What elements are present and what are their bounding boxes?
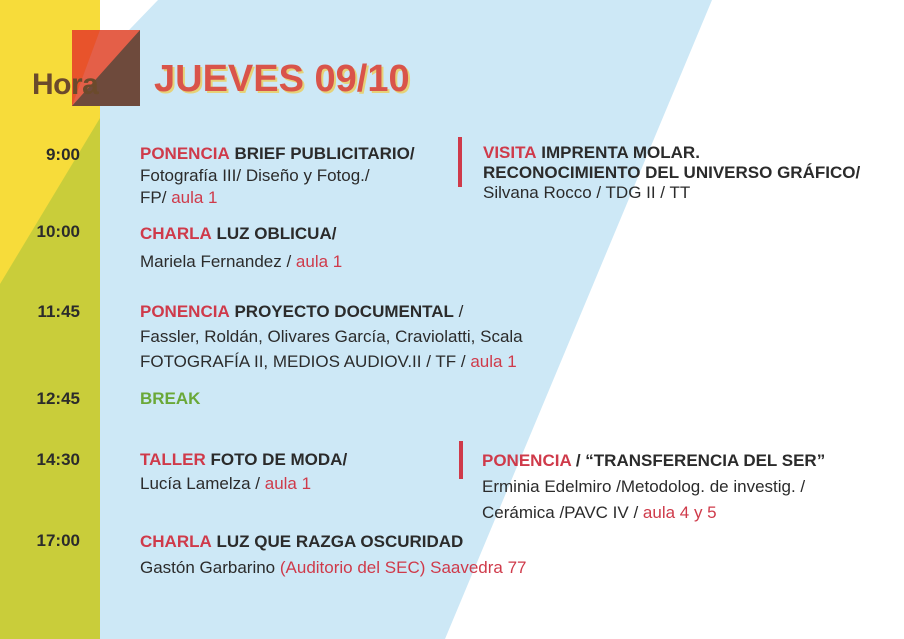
event-title: LUZ OBLICUA/ [216, 224, 337, 243]
page-title: JUEVES 09/10 [154, 58, 410, 100]
event-title: BRIEF PUBLICITARIO/ [234, 144, 415, 163]
event-title: PROYECTO DOCUMENTAL [234, 302, 454, 321]
event-kind: TALLER [140, 450, 206, 469]
time-slot: 12:45 [36, 389, 80, 408]
time-slot: 11:45 [37, 302, 80, 321]
event-transferencia-del-ser [482, 448, 825, 526]
event-detail: Fotografía III/ Diseño y Fotog./ [140, 166, 370, 185]
event-detail: Silvana Rocco / TDG II / TT [483, 183, 691, 202]
time-slot: 14:30 [36, 450, 80, 469]
event-kind: CHARLA [140, 224, 212, 243]
event-room: aula 1 [264, 474, 312, 493]
event-title: IMPRENTA MOLAR. [541, 143, 700, 162]
event-visita-imprenta [483, 143, 860, 203]
event-break [140, 388, 200, 410]
divider-bar [458, 137, 462, 187]
event-detail: Cerámica /PAVC IV / [482, 503, 639, 522]
break-label: BREAK [140, 389, 201, 408]
event-brief-publicitario [140, 143, 415, 209]
event-kind: PONENCIA [140, 144, 230, 163]
event-room: aula 1 [171, 188, 218, 207]
event-detail: Lucía Lamelza / [140, 474, 261, 493]
event-title: / “TRANSFERENCIA DEL SER” [571, 451, 826, 470]
event-detail: Gastón Garbarino [140, 558, 276, 577]
event-room: (Auditorio del SEC) Saavedra 77 [279, 558, 527, 577]
event-kind: PONENCIA [482, 451, 572, 470]
event-title-suffix: / [453, 302, 464, 321]
hora-label: Hora [32, 68, 99, 101]
event-detail: FOTOGRAFÍA II, MEDIOS AUDIOV.II / TF / [140, 352, 466, 371]
event-luz-que-razga-oscuridad [140, 529, 527, 581]
time-slot: 9:00 [45, 145, 80, 164]
time-slot: 10:00 [36, 222, 80, 241]
event-proyecto-documental [140, 299, 523, 374]
event-detail: Erminia Edelmiro /Metodolog. de investig. / [482, 477, 806, 496]
event-kind: PONENCIA [140, 302, 230, 321]
time-slot: 17:00 [36, 531, 80, 550]
event-kind: CHARLA [140, 532, 212, 551]
event-room: aula 4 y 5 [642, 503, 717, 522]
event-title: LUZ QUE RAZGA OSCURIDAD [216, 532, 464, 551]
event-detail: Mariela Fernandez / [140, 252, 292, 271]
event-foto-de-moda [140, 448, 347, 496]
event-room: aula 1 [470, 352, 517, 371]
event-title: FOTO DE MODA/ [210, 450, 348, 469]
event-detail: Fassler, Roldán, Olivares García, Craviolatti, Scala [140, 327, 523, 346]
divider-bar [459, 441, 463, 479]
event-title-continued: RECONOCIMIENTO DEL UNIVERSO GRÁFICO/ [483, 163, 861, 182]
event-kind: VISITA [483, 143, 537, 162]
event-luz-oblicua [140, 220, 342, 276]
event-room: aula 1 [295, 252, 343, 271]
event-detail: FP/ [140, 188, 167, 207]
